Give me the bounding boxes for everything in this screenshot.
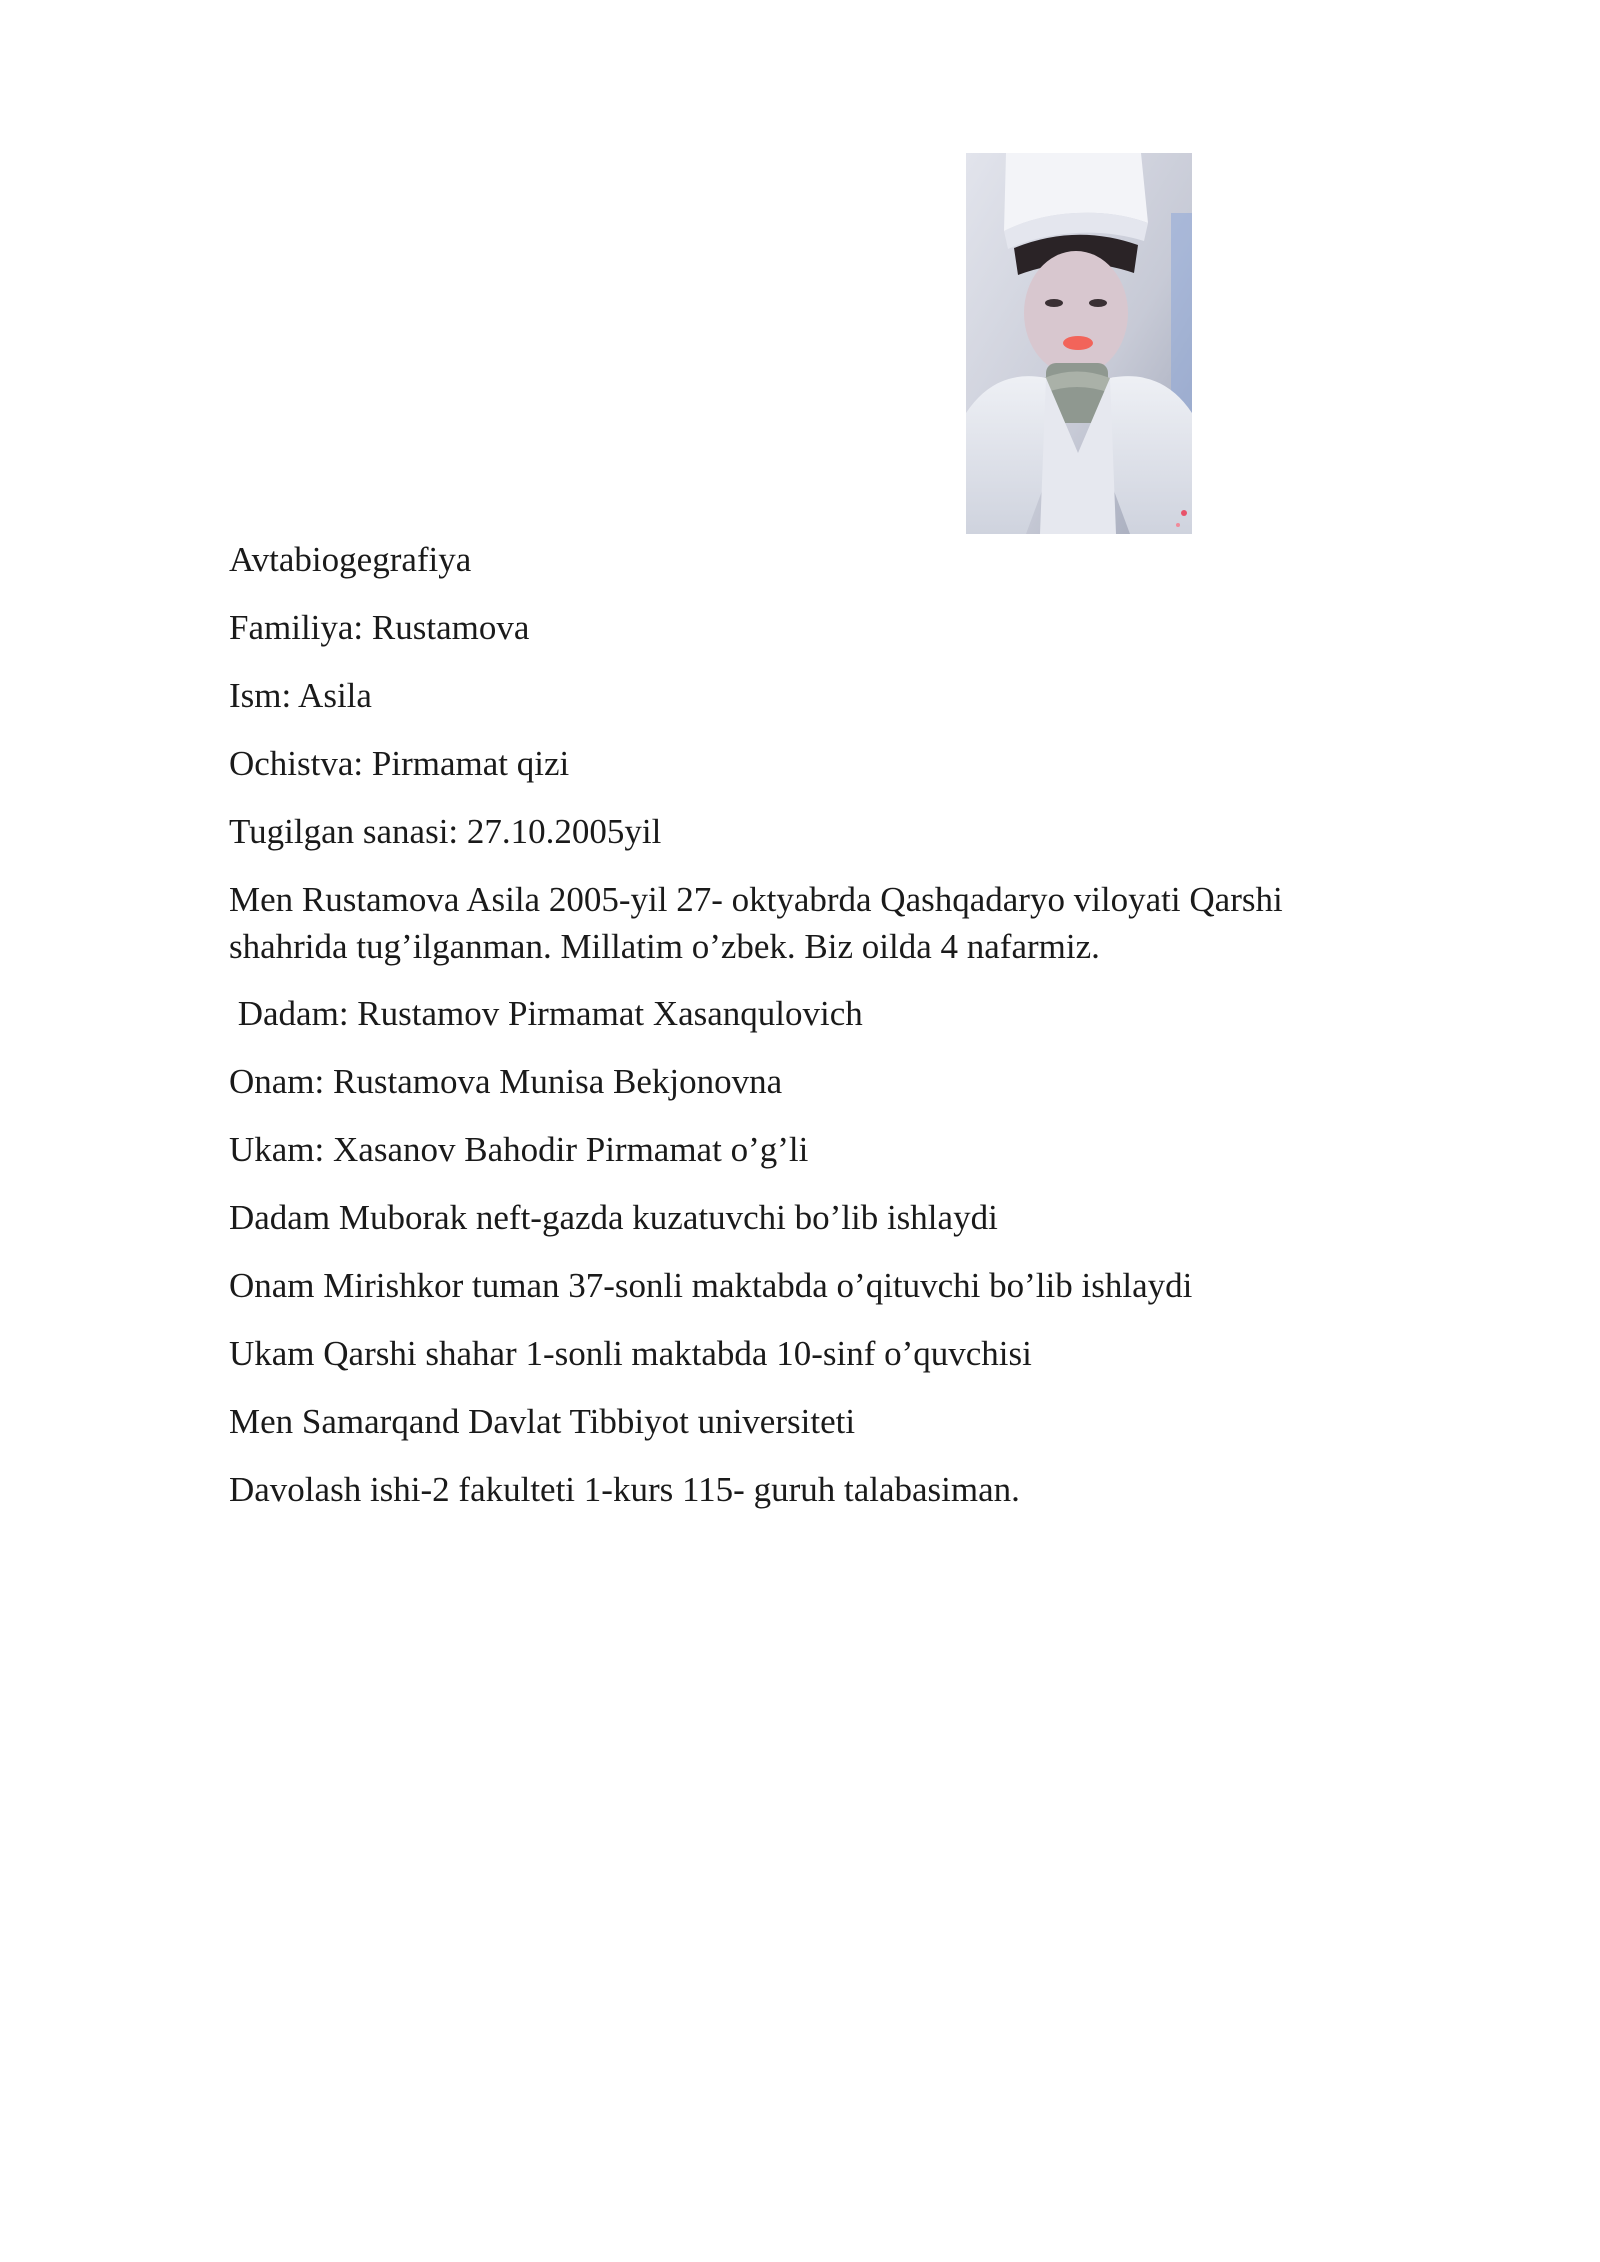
brother-line: Ukam: Xasanov Bahodir Pirmamat o’g’li xyxy=(229,1130,809,1169)
patronymic-line: Ochistva: Pirmamat qizi xyxy=(229,744,570,783)
university-line: Men Samarqand Davlat Tibbiyot universiteti xyxy=(229,1402,856,1441)
brother-school-line: Ukam Qarshi shahar 1-sonli maktabda 10-sinf o’quvchisi xyxy=(229,1334,1032,1373)
faculty-line: Davolash ishi-2 fakulteti 1-kurs 115- guruh talabasiman. xyxy=(229,1470,1020,1509)
father-line: Dadam: Rustamov Pirmamat Xasanqulovich xyxy=(229,994,863,1033)
portrait-photo xyxy=(966,153,1192,534)
biography-paragraph: Men Rustamova Asila 2005-yil 27- oktyabrda Qashqadaryo viloyati Qarshi shahrida tug’ilganman. Millatim o’zbek. Biz oilda 4 nafarmiz. xyxy=(229,880,1283,966)
document-title: Avtabiogegrafiya xyxy=(229,540,472,579)
autobiography-text xyxy=(229,536,1389,1534)
birth-date-line: Tugilgan sanasi: 27.10.2005yil xyxy=(229,812,662,851)
mother-job-line: Onam Mirishkor tuman 37-sonli maktabda o’qituvchi bo’lib ishlaydi xyxy=(229,1266,1193,1305)
father-job-line: Dadam Muborak neft-gazda kuzatuvchi bo’lib ishlaydi xyxy=(229,1198,998,1237)
surname-line: Familiya: Rustamova xyxy=(229,608,530,647)
mother-line: Onam: Rustamova Munisa Bekjonovna xyxy=(229,1062,783,1101)
first-name-line: Ism: Asila xyxy=(229,676,372,715)
